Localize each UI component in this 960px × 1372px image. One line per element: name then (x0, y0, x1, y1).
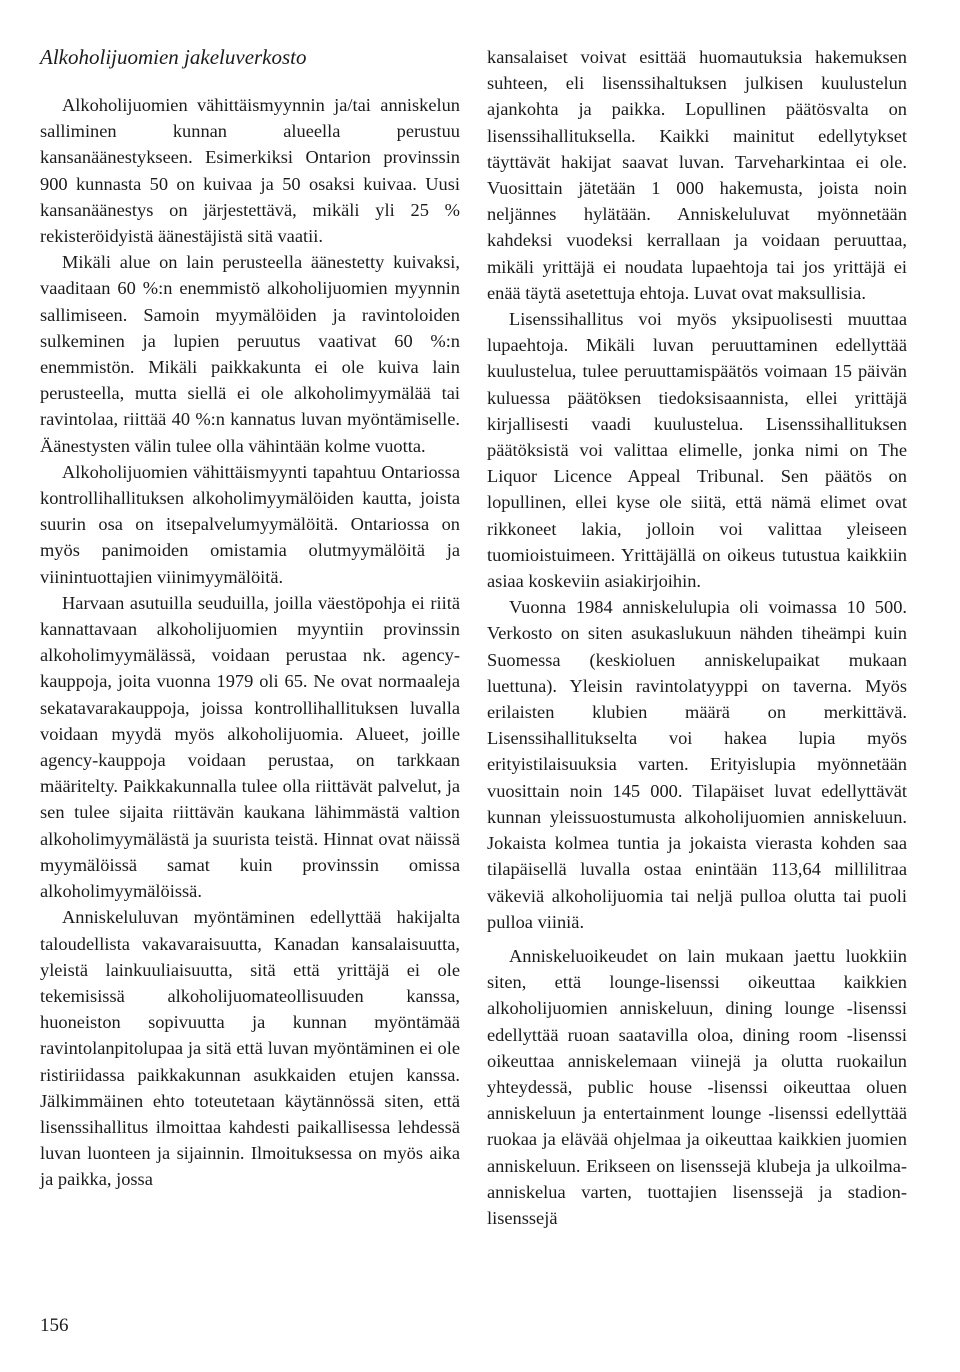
paragraph-license-classes: Anniskeluoikeudet on lain mukaan jaettu luokkiin siten, että lounge-lisenssi oikeuttaa kaikkien alkoholijuomien anniskeluun, dining lounge -lisenssi edellyttää ruoan saatavilla oloa, dining room -lisenssi oikeuttaa anniskelemaan viinejä ja olutta ruokailun yhteydessä, public house -lisenssi oikeuttaa oluen anniskeluun ja entertainment lounge -lisenssi edellyttää ruokaa ja elävää ohjelmaa ja oikeuttaa kaikkien juomien anniskeluun. Erikseen on lisenssejä klubeja ja ulkoilma-anniskelua varten, tuottajien lisenssejä ja stadion-lisenssejä (487, 945, 907, 1228)
page-number: 156 (40, 1315, 69, 1336)
paragraph-license-requirements: Anniskeluluvan myöntäminen edellyttää hakijalta taloudellista vakavaraisuutta, Kanadan kansalaisuutta, yleistä lainkuuliaisuutta, sitä että yrittäjä ei ole tekemisissä alkoholijuomateollisuuden kanssa, huoneiston sopivuutta ja kunnan myöntämää ravintolanpitolupaa ja sitä että luvan myöntäminen ei ole ristiriidassa paikkakunnan asukkaiden etujen kanssa. Jälkimmäinen ehto toteutetaan käytännössä siten, että lisenssihallitus ilmoittaa kahdesti paikallisessa lehdessä luvan luonteen ja sijainnin. Ilmoituksessa on myös aika ja paikka, jossa (40, 907, 460, 1190)
paragraph-license-counts: Vuonna 1984 anniskelulupia oli voimassa 10 500. Verkosto on siten asukaslukuun nähden tiheämpi kuin Suomessa (keskioluen anniskelupaikat mukaan luettuna). Yleisin ravintolatyyppi on taverna. Myös erilaisten klubien määrä on merkittävä. Lisenssihallitukselta voi hakea lupia myös erityistilaisuuksia varten. Erityislupia myönnetään vuosittain noin 145 000. Tilapäiset luvat edellyttävät kunnan yleissuostumusta alkoholijuomien anniskeluun. Jokaista kolmea tuntia ja jokaista vierasta kohden saa tilapäisellä luvalla ostaa enintään 113,64 millilitraa väkeviä alkoholijuomia tai neljä pulloa olutta tai puoli pulloa viiniä. (487, 597, 907, 932)
right-column (487, 44, 907, 1231)
paragraph-appeals: Lisenssihallitus voi myös yksipuolisesti muuttaa lupaehtoja. Mikäli luvan peruuttaminen edellyttää kuulustelua, tulee peruuttamispäätös voimaan 15 päivän kuluessa päätöksen tiedoksisaannista, ellei yrittäjä kirjallisesti vaadi kuulustelua. Lisenssihallituksen päätöksistä voi valittaa elimelle, jonka nimi on The Liquor Licence Appeal Tribunal. Sen päätös on lopullinen, ellei kyse ole siitä, että nämä elimet ovat rikkoneet lakia, jolloin voi valittaa yleiseen tuomioistuimeen. Yrittäjällä on oikeus tutustua kaikkiin asiaa koskeviin asiakirjoihin. (487, 309, 907, 592)
paragraph-dry-areas: Mikäli alue on lain perusteella äänestetty kuivaksi, vaaditaan 60 %:n enemmistö alkoholijuomien myynnin sallimiseen. Samoin myymälöiden ja ravintoloiden sulkeminen ja lupien peruutus vaativat 60 %:n enemmistön. Mikäli paikkakunta ei ole kuiva lain perusteella, mutta siellä ei ole alkoholimyymälää tai ravintolaa, riittää 40 %:n kannatus luvan myöntämiselle. Äänestysten välin tulee olla vähintään kolme vuotta. (40, 252, 460, 456)
left-column (40, 44, 460, 1193)
section-heading: Alkoholijuomien jakeluverkosto (40, 45, 307, 69)
paragraph-retail-sales: Alkoholijuomien vähittäismyynti tapahtuu Ontariossa kontrollihallituksen alkoholimyymälöiden kautta, joista suurin osa on itsepalvelumyymälöitä. Ontariossa on myös panimoiden omistamia olutmyymälöitä ja viinintuottajien viinimyymälöitä. (40, 461, 460, 587)
paragraph-referendum: Alkoholijuomien vähittäismyynnin ja/tai anniskelun salliminen kunnan alueella perustuu kansanäänestykseen. Esimerkiksi Ontarion provinssin 900 kunnasta 50 on kuivaa ja 50 osaksi kuivaa. Uusi kansanäänestys on järjestettävä, mikäli yli 25 % rekisteröidyistä äänestäjistä sitä vaatii. (40, 95, 460, 247)
paragraph-agency-stores: Harvaan asutuilla seuduilla, joilla väestöpohja ei riitä kannattavaan alkoholijuomien myyntiin provinssin alkoholimyymälässä, voidaan perustaa nk. agency-kauppoja, joita vuonna 1979 oli 65. Ne ovat normaaleja sekatavarakauppoja, joissa kontrollihallituksen luvalla voidaan myydä myös alkoholijuomia. Alueet, joille agency-kauppoja voidaan perustaa, on tarkkaan määritelty. Paikkakunnalla tulee olla riittävät palvelut, ja sen tulee sijaita riittävän kaukana lähimmästä valtion alkoholimyymälästä ja suurista teistä. Hinnat ovat näissä myymälöissä samat kuin provinssin omissa alkoholimyymälöissä. (40, 592, 460, 902)
paragraph-hearing: kansalaiset voivat esittää huomautuksia hakemuksen suhteen, eli lisenssihaltuksen julkisen kuulustelun ajankohta ja paikka. Lopullinen päätösvalta on lisenssihallituksella. Kaikki mainitut edellytykset täyttävät hakijat saavat luvan. Tarveharkintaa ei ole. Vuosittain jätetään 1 000 hakemusta, joista noin neljännes hylätään. Anniskeluluvat myönnetään kahdeksi vuodeksi kerrallaan ja voidaan peruuttaa, mikäli yrittäjä ei noudata lupaehtoja tai jos yrittäjä ei enää täytä asetettuja ehtoja. Luvat ovat maksullisia. (487, 47, 907, 303)
